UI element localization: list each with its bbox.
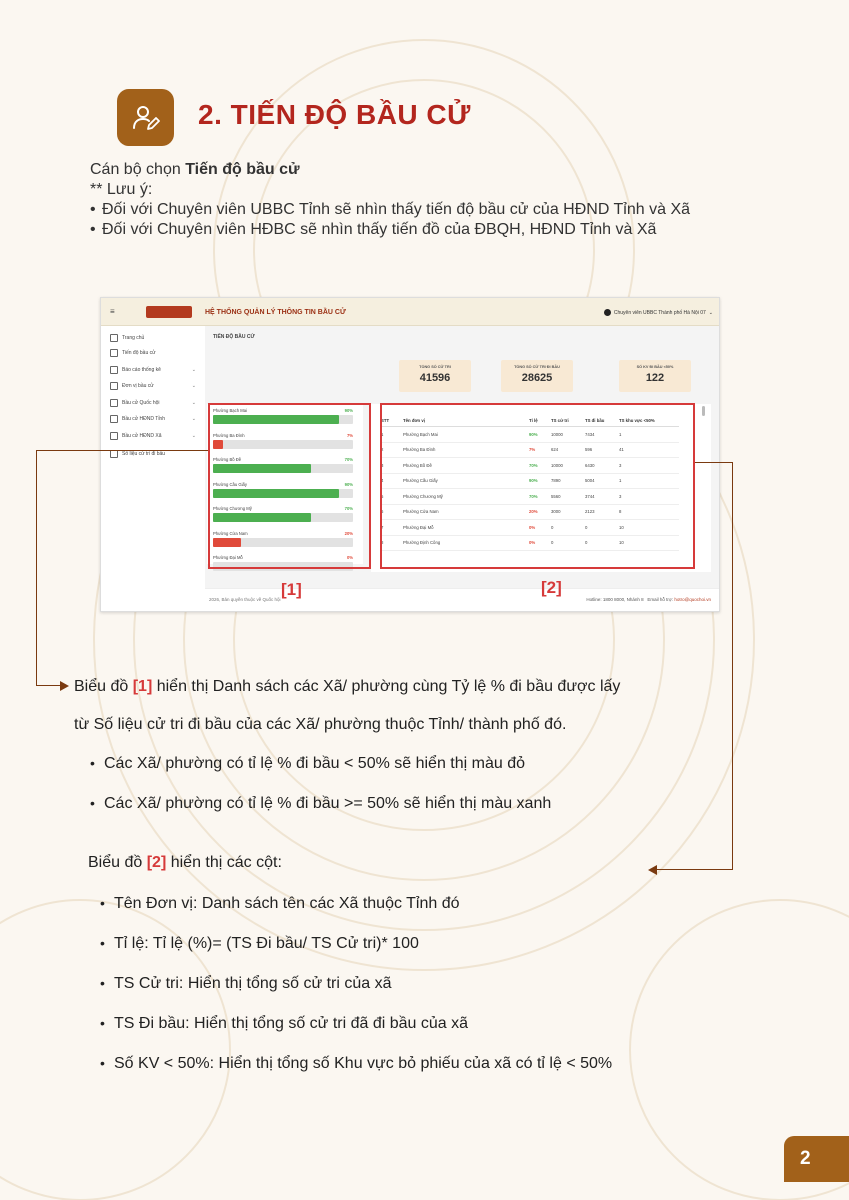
stat-card-voted <box>501 360 573 392</box>
sidebar-item-label: Bầu cử HĐND Xã <box>122 433 162 439</box>
intro-bullet: • Đối với Chuyên viên UBBC Tỉnh sẽ nhìn thấy tiến độ bầu cử của HĐND Tỉnh và Xã <box>90 200 690 220</box>
building-icon <box>110 399 118 407</box>
section-icon <box>117 89 174 146</box>
annotation-box-2 <box>380 403 695 569</box>
sidebar-item-label: Tiến độ bầu cử <box>122 350 156 356</box>
intro-block <box>90 160 690 240</box>
table-cell: 6 <box>381 504 403 520</box>
stat-value: 41596 <box>419 372 451 384</box>
table-cell: 0 <box>585 535 619 551</box>
annotation-box-1 <box>208 403 371 569</box>
sidebar-item-label: Báo cáo thống kê <box>122 367 161 373</box>
sidebar-item[interactable] <box>110 366 196 374</box>
system-name: HỆ THỐNG QUẢN LÝ THÔNG TIN BẦU CỬ <box>205 309 346 316</box>
table-cell: 10000 <box>551 427 585 443</box>
table-cell: 7% <box>529 442 551 458</box>
table-cell: 1 <box>381 427 403 443</box>
user-label: Chuyên viên UBBC Thành phố Hà Nội 07 <box>613 309 706 316</box>
intro-bold: Tiến độ bầu cử <box>185 161 300 178</box>
explain1-bullet: • Các Xã/ phường có tỉ lệ % đi bầu >= 50% sẽ hiển thị màu xanh <box>104 795 551 813</box>
connector-line <box>36 450 37 686</box>
bar-value-label: 70% <box>344 457 353 462</box>
support-email[interactable]: hotro@quochoi.vn <box>674 597 711 602</box>
app-header <box>101 298 719 326</box>
page-title: 2. TIẾN ĐỘ BẦU CỬ <box>198 99 471 130</box>
sidebar-item[interactable] <box>110 382 196 390</box>
bar-category-label: Phường Bạch Mai <box>213 408 247 413</box>
support-info <box>586 597 711 602</box>
table-cell: 70% <box>529 458 551 474</box>
content-title: TIẾN ĐỘ BẦU CỬ <box>213 334 255 340</box>
intro-prefix: Cán bộ chọn <box>90 161 186 178</box>
explain-prefix: Biểu đồ <box>88 854 147 871</box>
stat-card-total-voters <box>399 360 471 392</box>
stat-value: 122 <box>645 372 665 384</box>
stat-label: TỔNG SỐ CỬ TRI ĐI BẦU <box>514 365 560 369</box>
explain-ref: [2] <box>146 854 167 871</box>
bar-value-label: 90% <box>344 408 353 413</box>
intro-line <box>90 160 690 180</box>
bar-category-label: Phường Ba Đình <box>213 432 245 438</box>
table-cell: 0 <box>551 535 585 551</box>
table-cell: 8 <box>619 504 679 520</box>
table-cell: 10 <box>619 520 679 536</box>
stat-value: 28625 <box>521 372 553 384</box>
table-cell: 3 <box>619 458 679 474</box>
hotline: Hotline: 1800 8000, Nhánh 8 <box>586 597 644 602</box>
sidebar-item[interactable] <box>110 432 196 440</box>
table-cell: Phường Bồ Đề <box>403 458 529 474</box>
connector-line <box>732 462 733 870</box>
copyright: 2026, Bản quyền thuộc về Quốc hội <box>209 597 281 602</box>
sidebar-item[interactable] <box>110 349 196 357</box>
arrow-left-icon <box>647 865 657 875</box>
sidebar-item-label: Bầu cử HĐND Tỉnh <box>122 416 165 422</box>
table-cell: 8 <box>381 535 403 551</box>
connector-line <box>695 462 733 463</box>
chart-bar-icon <box>110 349 118 357</box>
explain2-bullet: • Số KV < 50%: Hiển thị tổng số Khu vực bỏ phiếu của xã có tỉ lệ < 50% <box>114 1055 612 1073</box>
table-cell: 2 <box>381 442 403 458</box>
explain-rest: hiển thị Danh sách các Xã/ phường cùng Tỷ lệ % đi bầu được lấy <box>152 678 621 695</box>
sidebar-item-label: Đơn vị bầu cử <box>122 383 154 389</box>
table-cell: Phường Ba Đình <box>403 442 529 458</box>
table-cell: 5 <box>381 489 403 505</box>
bar-value-label: 90% <box>344 481 353 487</box>
chevron-down-icon: ⌄ <box>191 416 196 422</box>
page-number: 2 <box>784 1136 849 1182</box>
table-header: TS cử tri <box>551 414 585 427</box>
sidebar-item[interactable] <box>110 415 196 423</box>
table-cell: 2123 <box>585 504 619 520</box>
intro-note: ** Lưu ý: <box>90 181 153 198</box>
explain2-bullet: • Tên Đơn vị: Danh sách tên các Xã thuộc Tỉnh đó <box>114 895 460 913</box>
table-header: STT <box>381 414 403 427</box>
email-label: Email hỗ trợ: <box>647 597 674 602</box>
bar-value-label: 7% <box>346 432 353 438</box>
bar-value-label: 70% <box>344 506 353 511</box>
sidebar-item-label: Bầu cử Quốc hội <box>122 400 160 406</box>
explain2-line <box>88 853 282 873</box>
table-cell: 3 <box>381 458 403 474</box>
bar-value-label: 20% <box>344 530 353 536</box>
app-logo <box>146 306 192 318</box>
explain-prefix: Biểu đồ <box>74 678 133 695</box>
intro-bullet: • Đối với Chuyên viên HĐBC sẽ nhìn thấy tiến đồ của ĐBQH, HĐND Tỉnh và Xã <box>90 220 690 240</box>
line-chart-icon <box>110 366 118 374</box>
scrollbar[interactable] <box>702 406 705 416</box>
building-icon <box>110 432 118 440</box>
table-cell: 41 <box>619 442 679 458</box>
chevron-down-icon: ⌄ <box>191 433 196 439</box>
bar-value-label: 0% <box>346 555 353 560</box>
chevron-down-icon: ⌄ <box>191 367 196 373</box>
bar-category-label: Phường Bồ Đề <box>213 457 242 462</box>
table-cell: 596 <box>585 442 619 458</box>
table-cell: 0 <box>585 520 619 536</box>
table-cell: 90% <box>529 473 551 489</box>
table-cell: 20% <box>529 504 551 520</box>
table-cell: 10000 <box>551 458 585 474</box>
annotation-label-2: [2] <box>541 578 562 597</box>
table-cell: Phường Cầu Giấy <box>403 473 529 489</box>
annotation-label-1: [1] <box>281 580 302 599</box>
user-avatar-icon <box>604 309 611 316</box>
arrow-right-icon <box>60 681 70 691</box>
table-cell: 70% <box>529 489 551 505</box>
table-cell: 0 <box>551 520 585 536</box>
explain1-line2: từ Số liệu cử tri đi bầu của các Xã/ phường thuộc Tỉnh/ thành phố đó. <box>74 716 567 733</box>
bar-category-label: Phường Chương Mỹ <box>213 506 252 511</box>
connector-line <box>36 685 62 686</box>
chevron-down-icon: ⌄ <box>708 309 713 316</box>
explain2-bullet: • TS Cử tri: Hiển thị tổng số cử tri của xã <box>114 975 392 993</box>
sidebar-item-label: Trang chủ <box>122 335 145 341</box>
stat-label: TỔNG SỐ CỬ TRI <box>419 365 451 369</box>
table-header: Tên đơn vị <box>403 414 529 427</box>
table-header: TS khu vực <50% <box>619 414 679 427</box>
sidebar-item[interactable] <box>110 334 196 342</box>
explain1-bullet: • Các Xã/ phường có tỉ lệ % đi bầu < 50% sẽ hiển thị màu đỏ <box>104 755 525 773</box>
table-cell: Phường Định Công <box>403 535 529 551</box>
explain-ref: [1] <box>132 678 153 695</box>
table-cell: 1 <box>619 427 679 443</box>
table-cell: 6430 <box>585 458 619 474</box>
stat-card-under-50 <box>619 360 691 392</box>
table-cell: Phường Chương Mỹ <box>403 489 529 505</box>
table-cell: 5560 <box>551 489 585 505</box>
home-icon <box>110 334 118 342</box>
connector-line <box>655 869 733 870</box>
explain1-line1 <box>74 677 620 697</box>
table-header: TS đi bầu <box>585 414 619 427</box>
org-icon <box>110 382 118 390</box>
table-cell: 624 <box>551 442 585 458</box>
intro-bullets <box>90 200 690 240</box>
table-cell: 5004 <box>585 473 619 489</box>
bar-category-label: Phường Cửa Nam <box>213 530 248 536</box>
bar-category-label: Phường Đại Mỗ <box>213 555 243 560</box>
sidebar <box>101 326 201 586</box>
user-menu[interactable] <box>604 309 713 316</box>
table-cell: 1 <box>619 473 679 489</box>
table-cell: Phường Đại Mỗ <box>403 520 529 536</box>
table-cell: 7434 <box>585 427 619 443</box>
table-cell: 3 <box>619 489 679 505</box>
user-edit-icon <box>131 103 161 133</box>
explain-rest: hiển thị các cột: <box>166 854 282 871</box>
table-cell: 4 <box>381 473 403 489</box>
chevron-down-icon: ⌄ <box>191 383 196 389</box>
chevron-down-icon: ⌄ <box>191 400 196 406</box>
table-cell: 0% <box>529 520 551 536</box>
table-cell: 10 <box>619 535 679 551</box>
table-cell: 90% <box>529 427 551 443</box>
building-icon <box>110 415 118 423</box>
table-cell: 7 <box>381 520 403 536</box>
sidebar-item[interactable] <box>110 399 196 407</box>
hamburger-menu-icon[interactable]: ≡ <box>110 307 115 316</box>
bar-category-label: Phường Cầu Giấy <box>213 481 247 487</box>
table-cell: 0% <box>529 535 551 551</box>
connector-line <box>36 450 208 451</box>
table-cell: 3744 <box>585 489 619 505</box>
explain2-bullet: • Tỉ lệ: Tỉ lệ (%)= (TS Đi bầu/ TS Cử tri)* 100 <box>114 935 419 953</box>
sidebar-item-label: Số liệu cử tri đi bầu <box>122 451 166 457</box>
table-cell: Phường Cửa Nam <box>403 504 529 520</box>
stat-label: SỐ KV ĐI BẦU <50% <box>636 365 674 369</box>
table-header: Tỉ lệ <box>529 414 551 427</box>
explain2-bullet: • TS Đi bầu: Hiển thị tổng số cử tri đã đi bầu của xã <box>114 1015 468 1033</box>
table-cell: 3000 <box>551 504 585 520</box>
table-cell: Phường Bạch Mai <box>403 427 529 443</box>
table-cell: 7890 <box>551 473 585 489</box>
